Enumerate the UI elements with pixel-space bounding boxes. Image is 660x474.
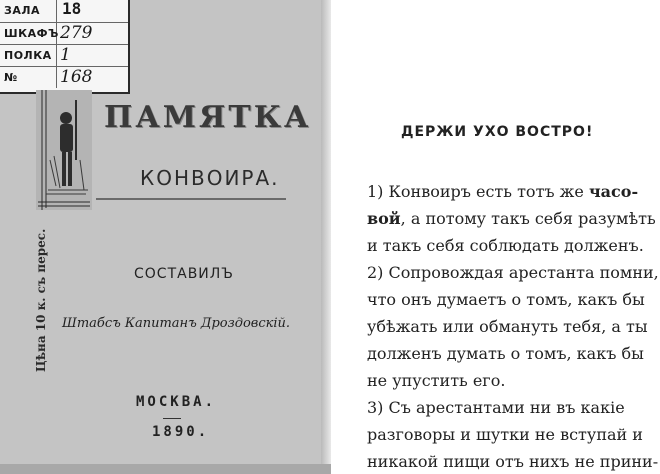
cover-author: Штабсъ Капитанъ Дроздовскій. [62, 316, 291, 331]
page-heading: ДЕРЖИ УХО ВОСТРО! [401, 124, 594, 140]
text-line-part: 3) Съ арестантами ни въ какіе [367, 398, 625, 417]
text-line-part: что онъ думаетъ о томъ, какъ бы [367, 290, 645, 309]
stamp-value-hall: 18 [62, 0, 82, 18]
stamp-label-cabinet: ШКАФЪ [4, 27, 59, 40]
cover-title-line1: ПАМЯТКА [104, 100, 312, 135]
stamp-value-shelf: 1 [60, 45, 71, 65]
text-line-part: 2) Сопровождая арестанта помни, [367, 263, 659, 282]
text-line [367, 344, 660, 363]
text-line-part: никакой пищи отъ нихъ не прини- [367, 452, 659, 471]
text-line-part: не упустить его. [367, 371, 506, 390]
cover-title-line2: КОНВОИРА. [140, 166, 280, 190]
text-line [367, 209, 660, 228]
text-line-part: , а потому такъ себя разумѣть [400, 209, 656, 228]
stamp-label-shelf: ПОЛКА [4, 49, 52, 62]
text-line [367, 236, 660, 255]
text-line-part: убѣжать или обмануть тебя, а ты [367, 317, 648, 336]
cover-city: МОСКВА. [136, 394, 217, 410]
text-line [367, 317, 660, 336]
text-line-bold: часо- [588, 182, 639, 201]
city-rule [163, 418, 181, 419]
soldier-engraving-illustration [36, 90, 92, 210]
stamp-row-hall [0, 0, 128, 22]
stamp-row-cabinet [0, 22, 128, 45]
stamp-value-number: 168 [60, 67, 93, 87]
text-line [367, 182, 660, 201]
stamp-row-number [0, 66, 128, 89]
text-line [367, 425, 660, 444]
cover-compiled-by: СОСТАВИЛЪ [134, 266, 234, 282]
stamp-label-number: № [4, 71, 18, 84]
text-line-part: долженъ думать о томъ, какъ бы [367, 344, 644, 363]
cover-bottom-edge [0, 464, 331, 474]
text-line-bold: вой [367, 209, 401, 228]
stamp-row-shelf [0, 44, 128, 67]
text-line-part: и такъ себя соблюдать долженъ. [367, 236, 644, 255]
text-line-part: 1) Конвоиръ есть тотъ же [367, 182, 589, 201]
text-line [367, 290, 660, 309]
cover-year: 1890. [152, 424, 210, 440]
cover-price: Цѣна 10 к. съ перес. [34, 228, 48, 372]
stamp-value-cabinet: 279 [60, 23, 93, 43]
library-stamp [0, 0, 130, 94]
text-line [367, 263, 660, 282]
text-line [367, 452, 660, 471]
page-edge [321, 0, 331, 474]
text-line [367, 371, 660, 390]
text-page [331, 0, 660, 474]
title-underline [96, 198, 286, 200]
text-line-part: разговоры и шутки не вступай и [367, 425, 643, 444]
stamp-label-hall: ЗАЛА [4, 4, 40, 17]
text-line [367, 398, 660, 417]
